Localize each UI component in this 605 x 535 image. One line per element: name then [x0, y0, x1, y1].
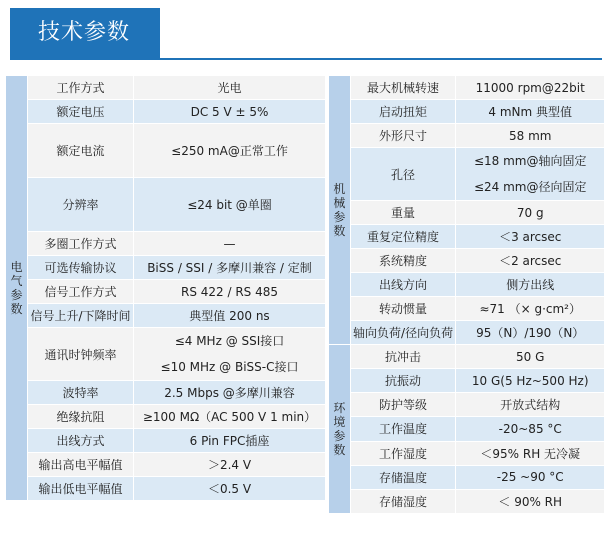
table-row: [329, 249, 605, 273]
category-text: 环境参数: [333, 401, 346, 457]
param-value: 开放式结构: [456, 393, 605, 417]
param-value: ≥100 MΩ（AC 500 V 1 min）: [134, 405, 326, 429]
table-row: [329, 369, 605, 393]
param-value: ≈71 （× g·cm²）: [456, 297, 605, 321]
table-row: [6, 100, 326, 124]
param-name: 重量: [350, 201, 456, 225]
param-name: 系统精度: [350, 249, 456, 273]
param-name: 工作方式: [28, 76, 134, 100]
param-name: 外形尺寸: [350, 124, 456, 148]
table-row: [329, 393, 605, 417]
param-name: 抗振动: [350, 369, 456, 393]
table-row: [6, 381, 326, 405]
param-name: 输出低电平幅值: [28, 477, 134, 501]
table-row: [329, 225, 605, 249]
param-name: 防护等级: [350, 393, 456, 417]
param-name: 启动扭矩: [350, 100, 456, 124]
table-row: [6, 256, 326, 280]
param-name: 工作温度: [350, 417, 456, 441]
param-name: 绝缘抗阻: [28, 405, 134, 429]
param-name: 最大机械转速: [350, 76, 456, 100]
mechanical-environment-spec-table: [328, 75, 605, 514]
param-value: 58 mm: [456, 124, 605, 148]
table-row: [6, 453, 326, 477]
param-name: 存储湿度: [350, 489, 456, 513]
param-name: 波特率: [28, 381, 134, 405]
table-row: [6, 328, 326, 381]
param-value: 侧方出线: [456, 273, 605, 297]
param-name: 存储温度: [350, 465, 456, 489]
table-row: [6, 76, 326, 100]
param-value: [456, 148, 605, 201]
param-value-line: ≤18 mm@轴向固定: [473, 154, 587, 168]
param-value: 4 mNm 典型值: [456, 100, 605, 124]
param-name: 信号上升/下降时间: [28, 304, 134, 328]
param-value: BiSS / SSI / 多摩川兼容 / 定制: [134, 256, 326, 280]
param-value: —: [134, 232, 326, 256]
param-value: 2.5 Mbps @多摩川兼容: [134, 381, 326, 405]
param-value: -25 ~90 °C: [456, 465, 605, 489]
table-row: [6, 405, 326, 429]
param-value: ＜3 arcsec: [456, 225, 605, 249]
table-row: [6, 232, 326, 256]
table-row: [6, 429, 326, 453]
table-row: [329, 489, 605, 513]
electrical-spec-table: [5, 75, 326, 501]
param-value: 95（N）/190（N）: [456, 321, 605, 345]
table-row: [329, 148, 605, 201]
table-row: [329, 273, 605, 297]
param-name: 孔径: [350, 148, 456, 201]
param-value: DC 5 V ± 5%: [134, 100, 326, 124]
param-name: 转动惯量: [350, 297, 456, 321]
table-row: [6, 304, 326, 328]
table-row: [329, 76, 605, 100]
param-value: 11000 rpm@22bit: [456, 76, 605, 100]
category-text: 机械参数: [333, 182, 346, 238]
category-text: 电气参数: [10, 260, 23, 316]
param-name: 通讯时钟频率: [28, 328, 134, 381]
param-name: 出线方向: [350, 273, 456, 297]
param-value: ≤24 bit @单圈: [134, 178, 326, 232]
param-name: 多圈工作方式: [28, 232, 134, 256]
param-value: ＞2.4 V: [134, 453, 326, 477]
param-value: -20~85 °C: [456, 417, 605, 441]
environment-category-label: [329, 345, 351, 514]
param-value: ＜2 arcsec: [456, 249, 605, 273]
param-value: 6 Pin FPC插座: [134, 429, 326, 453]
param-value-line: ≤24 mm@径向固定: [473, 180, 587, 194]
param-value-line: ≤10 MHz @ BiSS-C接口: [160, 360, 299, 374]
param-value: ≤250 mA@正常工作: [134, 124, 326, 178]
electrical-category-label: [6, 76, 28, 501]
mechanical-category-label: [329, 76, 351, 345]
param-value: ＜ 90% RH: [456, 489, 605, 513]
param-value: 70 g: [456, 201, 605, 225]
param-name: 工作湿度: [350, 441, 456, 465]
param-value: 典型值 200 ns: [134, 304, 326, 328]
param-name: 分辨率: [28, 178, 134, 232]
param-name: 可选传输协议: [28, 256, 134, 280]
table-row: [329, 345, 605, 369]
table-row: [6, 280, 326, 304]
table-row: [329, 441, 605, 465]
table-row: [329, 100, 605, 124]
param-name: 额定电流: [28, 124, 134, 178]
table-row: [6, 178, 326, 232]
table-row: [329, 417, 605, 441]
title-divider: [10, 58, 602, 60]
table-row: [6, 477, 326, 501]
param-value: [134, 328, 326, 381]
table-row: [329, 201, 605, 225]
table-row: [329, 465, 605, 489]
table-row: [329, 297, 605, 321]
param-value: RS 422 / RS 485: [134, 280, 326, 304]
section-title: 技术参数: [10, 8, 160, 58]
table-row: [329, 321, 605, 345]
param-value: ＜95% RH 无冷凝: [456, 441, 605, 465]
param-name: 出线方式: [28, 429, 134, 453]
param-value: 光电: [134, 76, 326, 100]
param-name: 输出高电平幅值: [28, 453, 134, 477]
table-row: [6, 124, 326, 178]
param-name: 轴向负荷/径向负荷: [350, 321, 456, 345]
param-name: 信号工作方式: [28, 280, 134, 304]
param-value: 10 G(5 Hz~500 Hz): [456, 369, 605, 393]
param-name: 抗冲击: [350, 345, 456, 369]
param-value: 50 G: [456, 345, 605, 369]
param-value-line: ≤4 MHz @ SSI接口: [174, 334, 285, 348]
param-name: 重复定位精度: [350, 225, 456, 249]
param-name: 额定电压: [28, 100, 134, 124]
table-row: [329, 124, 605, 148]
param-value: ＜0.5 V: [134, 477, 326, 501]
